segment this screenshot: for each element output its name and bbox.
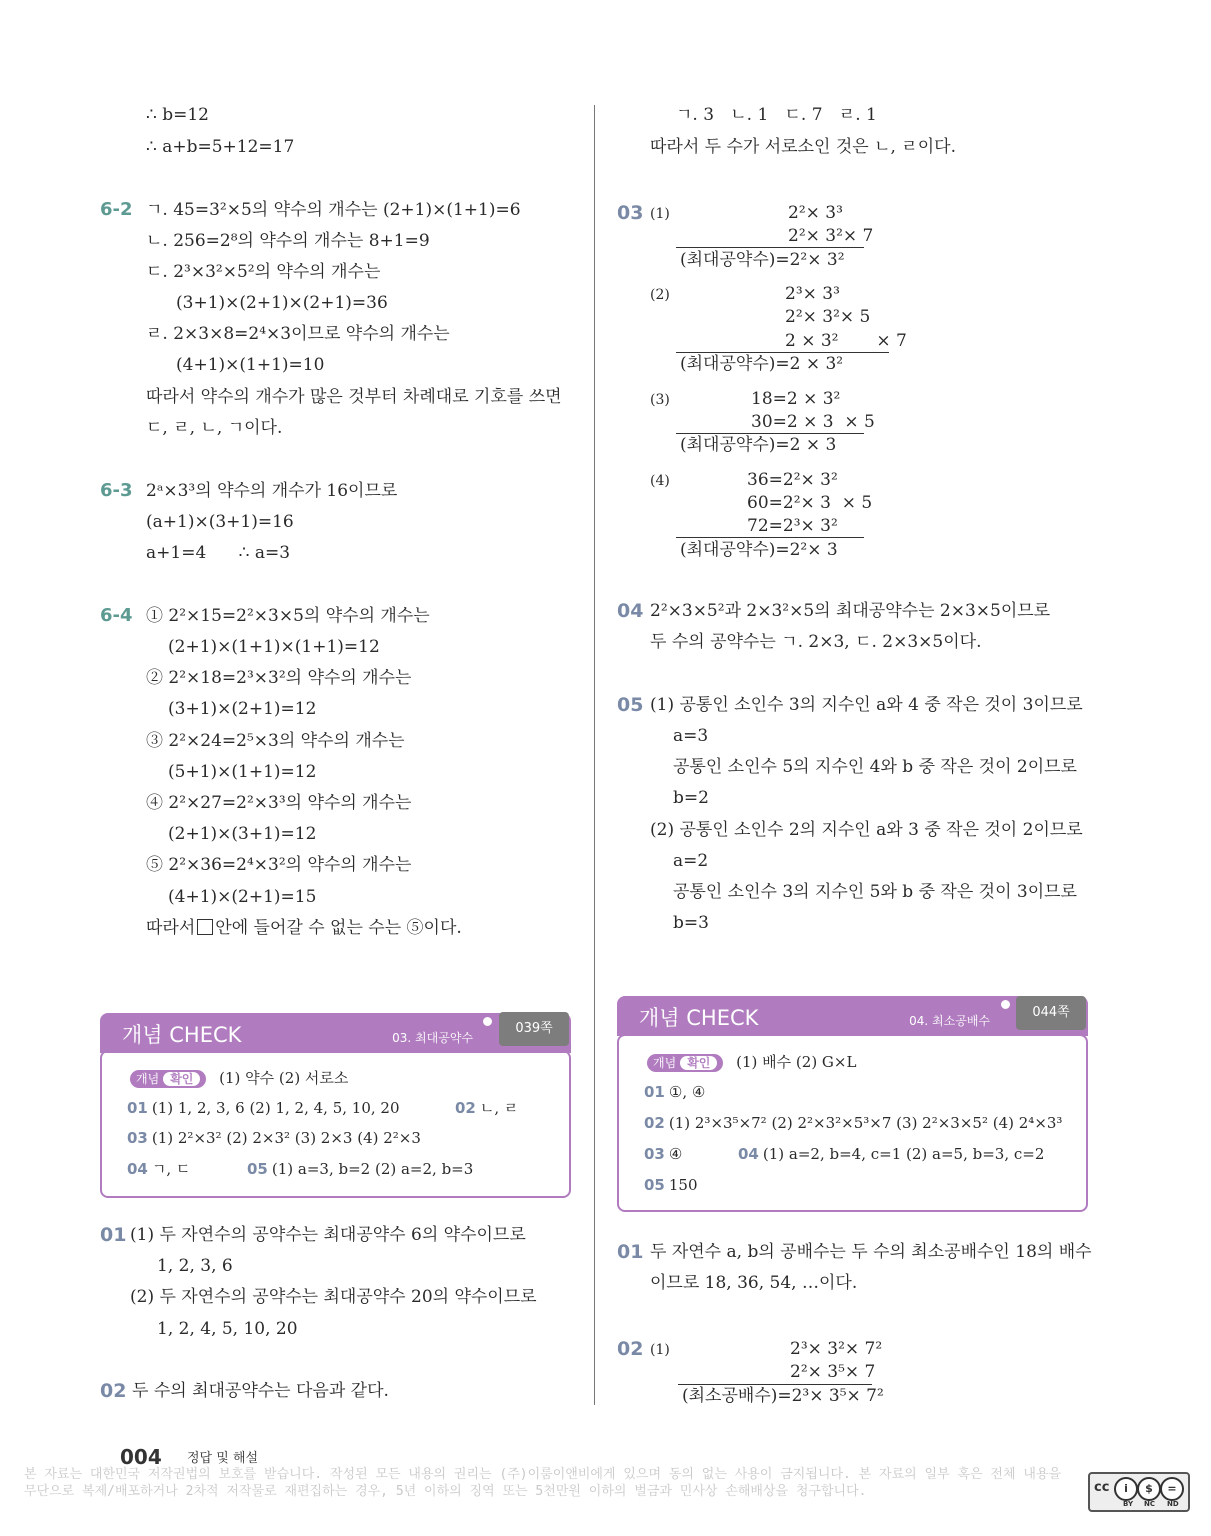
answer-row: 04 ㄱ, ㄷ xyxy=(127,1160,191,1178)
text-line: ⑤ 2²×36=2⁴×3²의 약수의 개수는 xyxy=(146,855,412,875)
concept-check-subtitle: 04. 최소공배수 xyxy=(909,1014,990,1028)
factor-result: (최대공약수)=2 × 3² xyxy=(680,354,844,374)
factor-row: 36=2²× 3² xyxy=(747,470,838,490)
text-line: (2+1)×(3+1)=12 xyxy=(168,824,317,844)
text-line: (3+1)×(2+1)×(2+1)=36 xyxy=(176,293,388,313)
problem-number: 6-3 xyxy=(100,480,133,501)
text-line: 두 수의 공약수는 ㄱ. 2×3, ㄷ. 2×3×5이다. xyxy=(650,632,982,652)
factor-row: 2²× 3⁵× 7 xyxy=(790,1362,876,1382)
text-line: (2) 두 자연수의 공약수는 최대공약수 20의 약수이므로 xyxy=(130,1287,537,1307)
text-line: 따라서 두 수가 서로소인 것은 ㄴ, ㄹ이다. xyxy=(650,137,956,157)
noncommercial-icon: $ xyxy=(1137,1477,1161,1501)
answer-row: 05 150 xyxy=(644,1176,698,1194)
text-line: ① 2²×15=2²×3×5의 약수의 개수는 xyxy=(146,606,430,626)
answer-row: 04 (1) a=2, b=4, c=1 (2) a=5, b=3, c=2 xyxy=(738,1145,1045,1163)
page-ref-tag: 039쪽 xyxy=(499,1012,569,1046)
problem-number: 6-4 xyxy=(100,605,133,626)
concept-check-title: 개념 CHECK xyxy=(639,1006,759,1030)
factor-row: 60=2²× 3 × 5 xyxy=(747,493,873,513)
text-line: ㄱ. 3 ㄴ. 1 ㄷ. 7 ㄹ. 1 xyxy=(676,105,877,125)
question-number: 03 xyxy=(617,202,644,224)
concept-confirm-row xyxy=(647,1052,856,1072)
question-number: 04 xyxy=(617,600,644,622)
column-divider xyxy=(594,105,595,1405)
footer-label: 정답 및 해설 xyxy=(187,1451,259,1466)
text-line: 1, 2, 4, 5, 10, 20 xyxy=(157,1319,298,1339)
factor-row: 30=2 × 3 × 5 xyxy=(751,412,875,432)
text-line: (5+1)×(1+1)=12 xyxy=(168,762,317,782)
text-line: a=2 xyxy=(673,851,709,871)
answer-row: 02 (1) 2³×3⁵×7² (2) 2²×3²×5³×7 (3) 2²×3×5² (4) 2⁴×3³ xyxy=(644,1114,1063,1132)
text-line: ② 2²×18=2³×3²의 약수의 개수는 xyxy=(146,668,412,688)
question-number: 01 xyxy=(100,1224,127,1246)
factor-row: 2²× 3²× 5 xyxy=(785,307,871,327)
factor-row: 2²× 3²× 7 xyxy=(788,226,874,246)
sub-label: (3) xyxy=(650,392,670,408)
text-line: (1) 공통인 소인수 3의 지수인 a와 4 중 작은 것이 3이므로 xyxy=(650,695,1083,715)
binder-ring-icon xyxy=(999,998,1012,1011)
noderivs-icon: = xyxy=(1160,1477,1184,1501)
text-line xyxy=(146,917,462,939)
text-line: 공통인 소인수 3의 지수인 5와 b 중 작은 것이 3이므로 xyxy=(673,882,1077,902)
text-fragment: 안에 들어갈 수 없는 수는 ⑤이다. xyxy=(215,918,462,938)
text-line: (a+1)×(3+1)=16 xyxy=(146,512,294,532)
concept-check-title: 개념 CHECK xyxy=(122,1023,242,1047)
problem-number: 6-2 xyxy=(100,199,133,220)
text-line: ㄱ. 45=3²×5의 약수의 개수는 (2+1)×(1+1)=6 xyxy=(146,200,521,220)
text-line: 두 수의 최대공약수는 다음과 같다. xyxy=(132,1381,389,1401)
concept-check-subtitle: 03. 최대공약수 xyxy=(392,1031,473,1045)
question-number: 02 xyxy=(617,1338,644,1360)
answer-row: 01 (1) 1, 2, 3, 6 (2) 1, 2, 4, 5, 10, 20 xyxy=(127,1099,400,1117)
text-line: (2+1)×(1+1)×(1+1)=12 xyxy=(168,637,380,657)
text-line: 두 자연수 a, b의 공배수는 두 수의 최소공배수인 18의 배수 xyxy=(650,1242,1092,1262)
text-line: ∴ b=12 xyxy=(146,105,209,125)
text-line: ㄹ. 2×3×8=2⁴×3이므로 약수의 개수는 xyxy=(146,324,450,344)
text-line: 1, 2, 3, 6 xyxy=(157,1256,233,1276)
binder-ring-icon xyxy=(481,1015,494,1028)
factor-row: 72=2³× 3² xyxy=(747,516,838,536)
division-line xyxy=(676,247,864,248)
sub-label: (1) xyxy=(650,1342,670,1358)
text-line: 공통인 소인수 5의 지수인 4와 b 중 작은 것이 2이므로 xyxy=(673,757,1077,777)
sub-label: (1) xyxy=(650,206,670,222)
text-fragment: 따라서 xyxy=(146,918,196,938)
text-line: 2ᵃ×3³의 약수의 개수가 16이므로 xyxy=(146,481,398,501)
cc-license-badge: cc i $ = BY NC ND xyxy=(1088,1472,1190,1512)
sub-label: (2) xyxy=(650,287,670,303)
text-line: ∴ a+b=5+12=17 xyxy=(146,137,295,157)
text-line: (4+1)×(1+1)=10 xyxy=(176,355,325,375)
question-number: 05 xyxy=(617,694,644,716)
text-line: 따라서 약수의 개수가 많은 것부터 차례대로 기호를 쓰면 xyxy=(146,387,562,407)
text-line: ④ 2²×27=2²×3³의 약수의 개수는 xyxy=(146,793,412,813)
factor-result: (최소공배수)=2³× 3⁵× 7² xyxy=(682,1386,884,1406)
concept-confirm-row xyxy=(130,1068,348,1088)
factor-row: 2 × 3² × 7 xyxy=(785,331,907,351)
factor-row: 18=2 × 3² xyxy=(751,389,841,409)
factor-result: (최대공약수)=2²× 3² xyxy=(680,250,845,270)
concept-confirm-text: (1) 배수 (2) G×L xyxy=(736,1053,857,1071)
concept-confirm-pill: 개념 확인 xyxy=(130,1070,206,1088)
text-line: ㄴ. 256=2⁸의 약수의 개수는 8+1=9 xyxy=(146,231,430,251)
text-line: b=2 xyxy=(673,788,709,808)
factor-result: (최대공약수)=2 × 3 xyxy=(680,435,837,455)
answer-row: 03 ④ xyxy=(644,1145,683,1163)
cc-label: ND xyxy=(1167,1500,1179,1508)
answer-row: 01 ①, ④ xyxy=(644,1083,706,1101)
text-line: ㄷ, ㄹ, ㄴ, ㄱ이다. xyxy=(146,418,283,438)
copyright-notice: 본 자료는 대한민국 저작권법의 보호를 받습니다. 작성된 모든 내용의 권리는 (주)이룸이앤비에게 있으며 동의 없는 사용이 금지됩니다. 본 자료의 일부 혹은 전체 내용을 무단으로 복제/배포하거나 2차적 저작물로 재편집하는 경우, 5년 이하의 징역 또는 5천만원 이하의 벌금과 민사상 손해배상을 청구합니다. xyxy=(24,1467,1062,1499)
answer-row: 02 ㄴ, ㄹ xyxy=(455,1099,519,1117)
factor-row: 2³× 3²× 7² xyxy=(790,1339,883,1359)
factor-result: (최대공약수)=2²× 3 xyxy=(680,540,838,560)
question-number: 01 xyxy=(617,1241,644,1263)
answer-row: 03 (1) 2²×3² (2) 2×3² (3) 2×3 (4) 2²×3 xyxy=(127,1129,421,1147)
text-line: (2) 공통인 소인수 2의 지수인 a와 3 중 작은 것이 2이므로 xyxy=(650,820,1083,840)
division-line xyxy=(676,537,864,538)
text-line: (3+1)×(2+1)=12 xyxy=(168,699,317,719)
question-number: 02 xyxy=(100,1380,127,1402)
text-line: (4+1)×(2+1)=15 xyxy=(168,887,317,907)
person-icon: i xyxy=(1114,1477,1138,1501)
factor-row: 2²× 3³ xyxy=(788,203,843,223)
answer-row: 05 (1) a=3, b=2 (2) a=2, b=3 xyxy=(247,1160,474,1178)
concept-confirm-pill: 개념 확인 xyxy=(647,1054,723,1072)
factor-row: 2³× 3³ xyxy=(785,284,840,304)
text-line: 2²×3×5²과 2×3²×5의 최대공약수는 2×3×5이므로 xyxy=(650,601,1051,621)
text-line: (1) 두 자연수의 공약수는 최대공약수 6의 약수이므로 xyxy=(130,1225,526,1245)
sub-label: (4) xyxy=(650,473,670,489)
concept-confirm-text: (1) 약수 (2) 서로소 xyxy=(219,1069,349,1087)
cc-label: NC xyxy=(1144,1500,1155,1508)
text-line: a+1=4 ∴ a=3 xyxy=(146,543,291,563)
blank-box-icon xyxy=(197,919,213,935)
text-line: a=3 xyxy=(673,726,709,746)
text-line: ③ 2²×24=2⁵×3의 약수의 개수는 xyxy=(146,731,405,751)
text-line: b=3 xyxy=(673,913,709,933)
cc-label: BY xyxy=(1123,1500,1134,1508)
page-ref-tag: 044쪽 xyxy=(1016,996,1086,1030)
text-line: 이므로 18, 36, 54, …이다. xyxy=(650,1273,858,1293)
page-number: 004 xyxy=(120,1445,162,1469)
text-line: ㄷ. 2³×3²×5²의 약수의 개수는 xyxy=(146,262,381,282)
